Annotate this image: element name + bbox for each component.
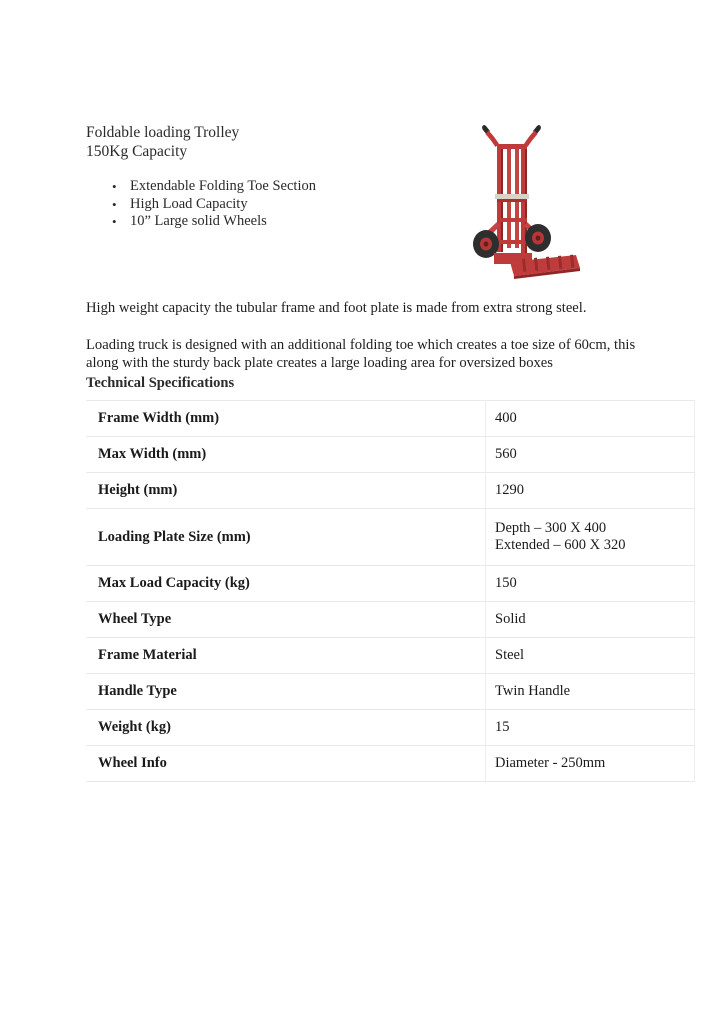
spec-label: Wheel Info <box>86 746 486 782</box>
spec-value-line: Steel <box>495 647 524 663</box>
description-paragraph-1: High weight capacity the tubular frame and foot plate is made from extra strong steel. <box>86 299 587 316</box>
spec-value-line: Extended – 600 X 320 <box>495 537 626 553</box>
spec-value-line: 560 <box>495 446 517 462</box>
list-item <box>86 213 316 231</box>
shelf-shadow <box>497 199 527 202</box>
spec-label: Frame Width (mm) <box>86 401 486 437</box>
feature-label: High Load Capacity <box>130 195 248 212</box>
spec-value-line: Solid <box>495 611 526 627</box>
spec-value-line: 15 <box>495 719 510 735</box>
bullet-icon: • <box>112 214 117 229</box>
spec-value <box>486 566 695 602</box>
spec-value <box>486 746 695 782</box>
spec-value <box>486 509 695 566</box>
hand-truck-illustration <box>464 122 588 280</box>
table-row <box>86 401 695 437</box>
spec-label: Height (mm) <box>86 473 486 509</box>
description-paragraph-2: Loading truck is designed with an additional folding toe which creates a toe size of 60cm, this along with the sturdy back plate creates a large loading area for oversized boxes <box>86 336 636 371</box>
spec-value-line: 400 <box>495 410 517 426</box>
spec-value <box>486 401 695 437</box>
spec-value-line: 150 <box>495 575 517 591</box>
table-row <box>86 566 695 602</box>
product-image <box>464 122 588 280</box>
spec-value <box>486 473 695 509</box>
spec-label: Max Width (mm) <box>86 437 486 473</box>
spec-value-line: Diameter - 250mm <box>495 755 606 771</box>
spec-value <box>486 437 695 473</box>
left-handle-bar <box>486 131 500 148</box>
spec-value <box>486 602 695 638</box>
spec-value-line: 1290 <box>495 482 524 498</box>
spec-value <box>486 674 695 710</box>
table-row <box>86 638 695 674</box>
spec-value <box>486 638 695 674</box>
table-row <box>86 437 695 473</box>
table-row <box>86 602 695 638</box>
bullet-icon: • <box>112 179 117 194</box>
feature-list <box>86 178 316 231</box>
technical-specifications-table <box>86 400 672 782</box>
table-row <box>86 473 695 509</box>
axle-cross-brace <box>497 240 529 244</box>
list-item <box>86 196 316 214</box>
product-title <box>86 123 239 161</box>
spec-label: Max Load Capacity (kg) <box>86 566 486 602</box>
top-cross-bar <box>497 144 527 149</box>
spec-label: Frame Material <box>86 638 486 674</box>
trolley-graphic <box>473 125 580 279</box>
list-item <box>86 178 316 196</box>
table-row <box>86 710 695 746</box>
product-title-line-2: 150Kg Capacity <box>86 143 188 160</box>
bullet-icon: • <box>112 196 117 212</box>
spec-value-line: Depth – 300 X 400 <box>495 520 607 536</box>
lower-cross-brace <box>497 218 527 222</box>
section-heading-technical-specifications: Technical Specifications <box>86 375 235 391</box>
left-wheel-axle <box>484 241 489 246</box>
spec-label: Wheel Type <box>86 602 486 638</box>
spec-label: Weight (kg) <box>86 710 486 746</box>
feature-label: Extendable Folding Toe Section <box>130 178 316 194</box>
feature-label: 10” Large solid Wheels <box>130 213 267 229</box>
table-row <box>86 509 695 566</box>
right-wheel-axle <box>536 235 541 240</box>
back-plate-shelf <box>495 194 529 199</box>
product-title-line-1: Foldable loading Trolley <box>86 124 240 141</box>
spec-label: Loading Plate Size (mm) <box>86 509 486 566</box>
spec-value-line: Twin Handle <box>495 683 571 699</box>
spec-value <box>486 710 695 746</box>
table-row <box>86 674 695 710</box>
spec-label: Handle Type <box>86 674 486 710</box>
table-row <box>86 746 695 782</box>
